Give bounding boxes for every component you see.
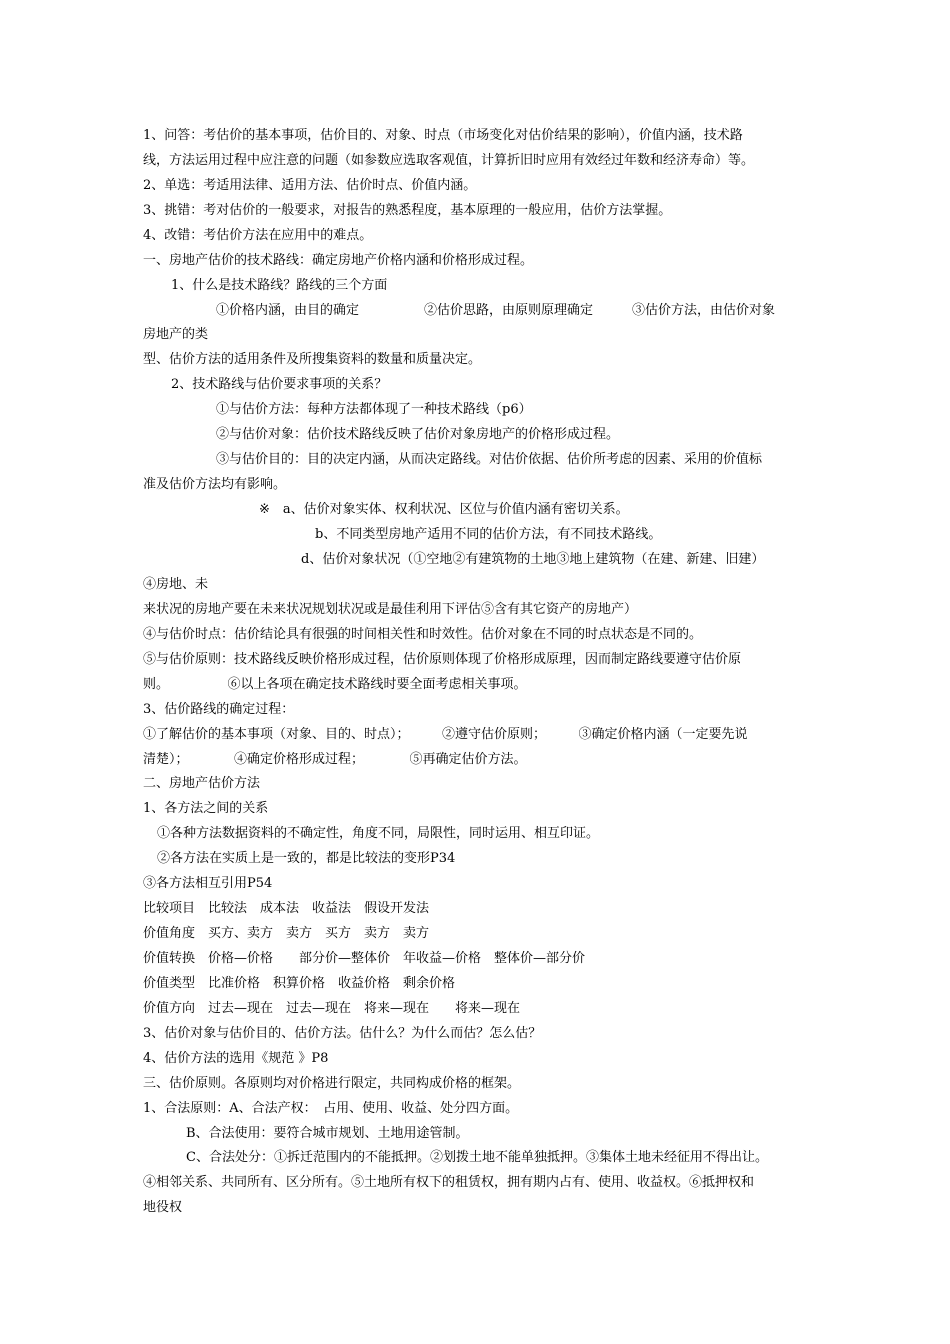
text-line: ①了解估价的基本事项（对象、目的、时点）； ②遵守估价原则； ③确定价格内涵（一定要先说 bbox=[143, 727, 748, 742]
text-line: 3、挑错：考对估价的一般要求，对报告的熟悉程度，基本原理的一般应用，估价方法掌握。 bbox=[143, 203, 672, 218]
text-line: 型、估价方法的适用条件及所搜集资料的数量和质量决定。 bbox=[143, 352, 482, 367]
text-line: 价值类型 比准价格 积算价格 收益价格 剩余价格 bbox=[143, 976, 456, 991]
text-line: 2、技术路线与估价要求事项的关系？ bbox=[171, 377, 388, 392]
text-line: 比较项目 比较法 成本法 收益法 假设开发法 bbox=[143, 901, 430, 916]
text-line: 3、估价路线的确定过程： bbox=[143, 702, 295, 717]
text-line: 来状况的房地产要在未来状况规划状况或是最佳利用下评估⑤含有其它资产的房地产） bbox=[143, 602, 638, 617]
text-line: b、不同类型房地产适用不同的估价方法，有不同技术路线。 bbox=[315, 527, 662, 542]
text-line: ⑤与估价原则：技术路线反映价格形成过程，估价原则体现了价格形成原理，因而制定路线要遵守估价原 bbox=[143, 652, 742, 667]
text-line: ②与估价对象：估价技术路线反映了估价对象房地产的价格形成过程。 bbox=[216, 427, 620, 442]
text-line: ②各方法在实质上是一致的，都是比较法的变形P34 bbox=[157, 851, 456, 866]
text-line: 地役权 bbox=[143, 1200, 183, 1215]
text-line: ①价格内涵，由目的确定 ②估价思路，由原则原理确定 ③估价方法，由估价对象 bbox=[216, 303, 776, 318]
text-line: B、合法使用：要符合城市规划、土地用途管制。 bbox=[186, 1126, 469, 1141]
text-line: 准及估价方法均有影响。 bbox=[143, 477, 287, 492]
text-line: 价值方向 过去—现在 过去—现在 将来—现在 将来—现在 bbox=[143, 1001, 521, 1016]
section-heading: 三、估价原则。各原则均对价格进行限定，共同构成价格的框架。 bbox=[143, 1076, 521, 1091]
text-line: 1、各方法之间的关系 bbox=[143, 801, 269, 816]
text-line: 1、问答：考估价的基本事项，估价目的、对象、时点（市场变化对估价结果的影响），价值内涵，技术路 bbox=[143, 128, 743, 143]
text-line: 清楚）； ④确定价格形成过程； ⑤再确定估价方法。 bbox=[143, 752, 527, 767]
text-line: ③各方法相互引用P54 bbox=[143, 876, 273, 891]
text-line: 价值角度 买方、卖方 卖方 买方 卖方 卖方 bbox=[143, 926, 430, 941]
text-line: ①各种方法数据资料的不确定性，角度不同，局限性，同时运用、相互印证。 bbox=[157, 826, 600, 841]
section-heading: 二、房地产估价方法 bbox=[143, 776, 261, 791]
text-line: 4、估价方法的选用《规范 》P8 bbox=[143, 1051, 329, 1066]
text-line: ④与估价时点：估价结论具有很强的时间相关性和时效性。估价对象在不同的时点状态是不同的。 bbox=[143, 627, 703, 642]
text-line: ③与估价目的：目的决定内涵，从而决定路线。对估价依据、估价所考虑的因素、采用的价值标 bbox=[216, 452, 763, 467]
text-line: 1、合法原则：A、合法产权： 占用、使用、收益、处分四方面。 bbox=[143, 1101, 519, 1116]
text-line: d、估价对象状况（①空地②有建筑物的土地③地上建筑物（在建、新建、旧建） bbox=[301, 552, 765, 567]
text-line: ①与估价方法：每种方法都体现了一种技术路线（p6） bbox=[216, 402, 532, 417]
text-line: C、合法处分：①拆迁范围内的不能抵押。②划拨土地不能单独抵押。③集体土地未经征用不得出让。 bbox=[186, 1150, 768, 1165]
text-line: ④房地、未 bbox=[143, 577, 209, 592]
section-heading: 一、房地产估价的技术路线：确定房地产价格内涵和价格形成过程。 bbox=[143, 253, 534, 268]
text-line: 1、什么是技术路线？路线的三个方面 bbox=[171, 278, 388, 293]
text-line: 线，方法运用过程中应注意的问题（如参数应选取客观值，计算折旧时应用有效经过年数和经济寿命）等。 bbox=[143, 153, 755, 168]
text-line: 3、估价对象与估价目的、估价方法。估什么？为什么而估？怎么估？ bbox=[143, 1026, 542, 1041]
text-line: ※ a、估价对象实体、权利状况、区位与价值内涵有密切关系。 bbox=[259, 502, 629, 517]
text-line: 房地产的类 bbox=[143, 327, 209, 342]
text-line: ④相邻关系、共同所有、区分所有。⑤土地所有权下的租赁权，拥有期内占有、使用、收益权。⑥抵押权和 bbox=[143, 1175, 755, 1190]
text-line: 价值转换 价格—价格 部分价—整体价 年收益—价格 整体价—部分价 bbox=[143, 951, 586, 966]
text-line: 则。 ⑥以上各项在确定技术路线时要全面考虑相关事项。 bbox=[143, 677, 527, 692]
text-line: 4、改错：考估价方法在应用中的难点。 bbox=[143, 228, 373, 243]
text-line: 2、单选：考适用法律、适用方法、估价时点、价值内涵。 bbox=[143, 178, 477, 193]
